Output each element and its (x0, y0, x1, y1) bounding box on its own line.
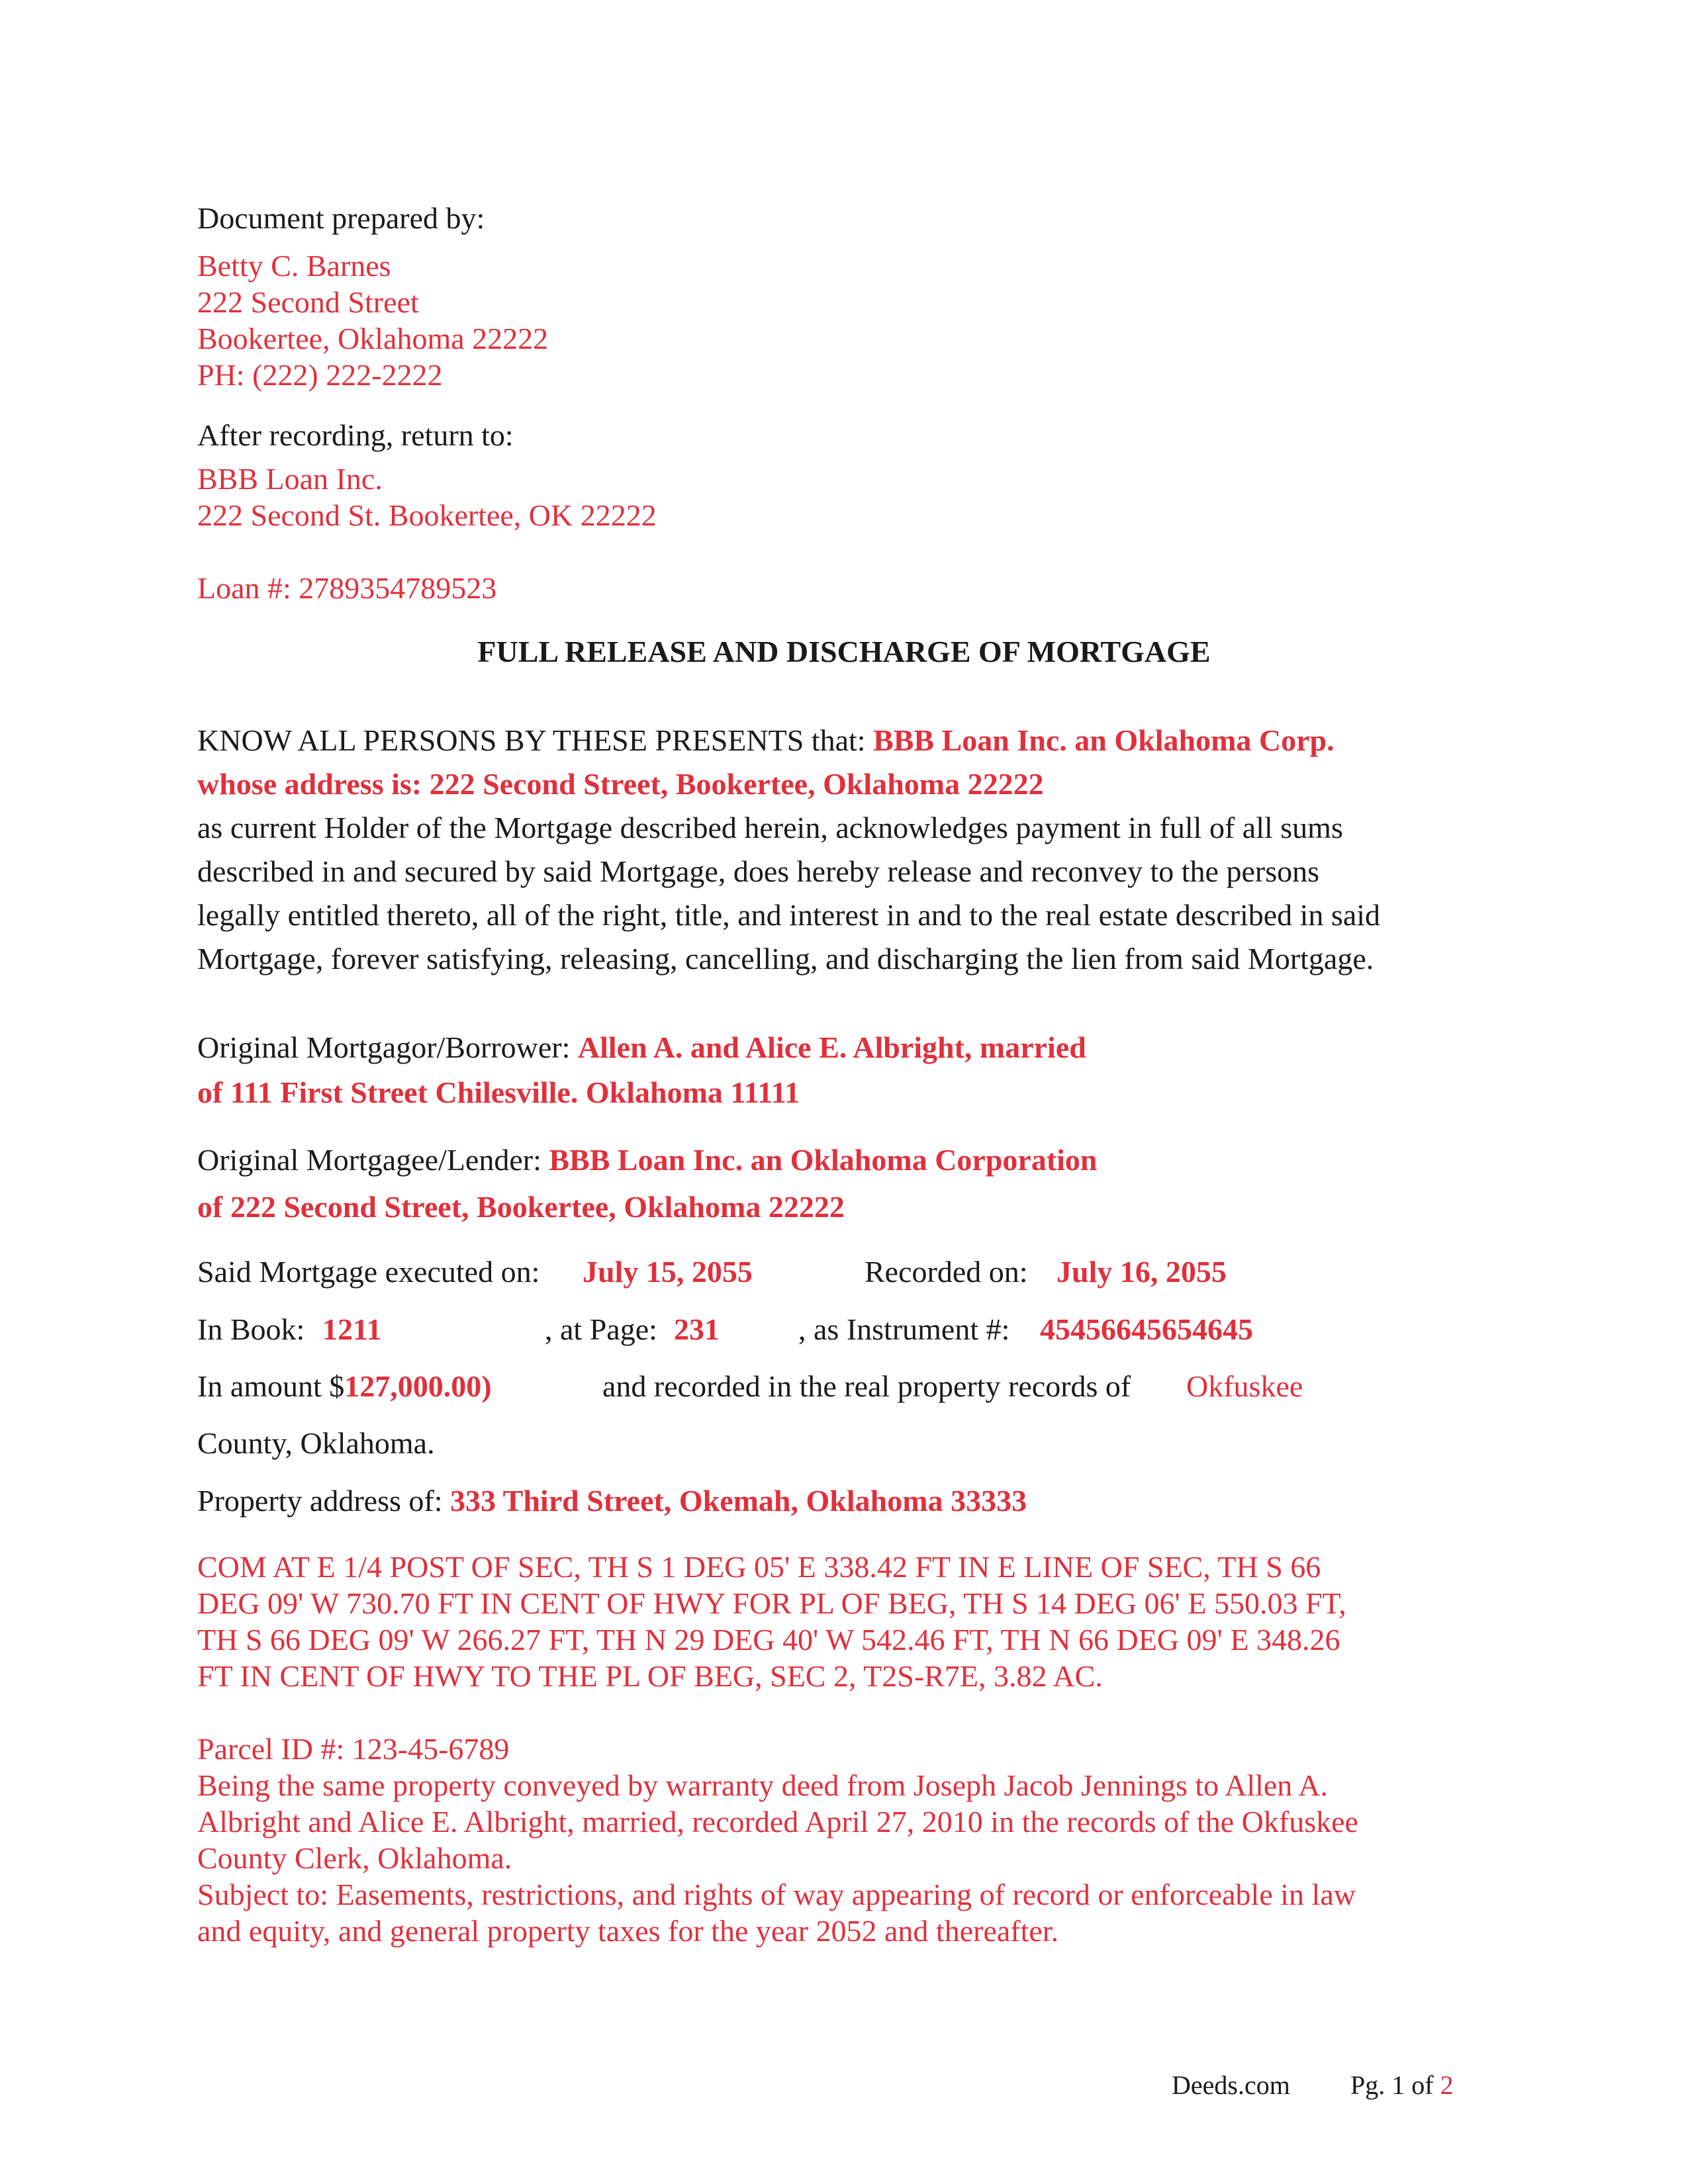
records-label: and recorded in the real property records of (602, 1369, 1131, 1403)
footer-site: Deeds.com (1172, 2070, 1290, 2100)
return-to-name: BBB Loan Inc. (197, 462, 383, 496)
subject-to-line: Subject to: Easements, restrictions, and rights of way appearing of record or enforceable in law (197, 1878, 1356, 1911)
vesting-line: Being the same property conveyed by warranty deed from Joseph Jacob Jennings to Allen A. (197, 1768, 1328, 1802)
property-address: 333 Third Street, Okemah, Oklahoma 33333 (449, 1484, 1027, 1518)
subject-to-line: and equity, and general property taxes for the year 2052 and thereafter. (197, 1914, 1059, 1948)
lender-line-1 (197, 1142, 1098, 1179)
instrument-label: , as Instrument #: (798, 1312, 1010, 1346)
borrower-line-1 (197, 1029, 1086, 1066)
recorded-value: July 16, 2055 (1056, 1255, 1227, 1289)
page-label: , at Page: (545, 1312, 657, 1346)
property-line (197, 1482, 1027, 1520)
county-suffix: County, Oklahoma. (197, 1426, 435, 1460)
property-label: Property address of: (197, 1484, 443, 1518)
intro-body-line: legally entitled thereto, all of the right, title, and interest in and to the real estate described in said (197, 898, 1381, 932)
holder-address: whose address is: 222 Second Street, Bookertee, Oklahoma 22222 (197, 767, 1044, 801)
book-value: 1211 (322, 1312, 382, 1346)
intro-body-line: described in and secured by said Mortgage, does hereby release and reconvey to the persons (197, 854, 1319, 888)
legal-description-line: COM AT E 1/4 POST OF SEC, TH S 1 DEG 05' E 338.42 FT IN E LINE OF SEC, TH S 66 (197, 1550, 1321, 1584)
legal-description-line: FT IN CENT OF HWY TO THE PL OF BEG, SEC 2, T2S-R7E, 3.82 AC. (197, 1659, 1103, 1693)
loan-number: Loan #: 2789354789523 (197, 571, 497, 605)
book-label: In Book: (197, 1312, 305, 1346)
executed-value: July 15, 2055 (583, 1255, 753, 1289)
borrower-address: of 111 First Street Chilesville. Oklahoma 11111 (197, 1075, 800, 1109)
intro-body-line: as current Holder of the Mortgage described herein, acknowledges payment in full of all sums (197, 811, 1343, 844)
intro-lead: KNOW ALL PERSONS BY THESE PRESENTS that: (197, 723, 866, 757)
preparer-phone: PH: (222) 222-2222 (197, 358, 443, 392)
amount-line (197, 1368, 492, 1405)
document-title: FULL RELEASE AND DISCHARGE OF MORTGAGE (477, 635, 1211, 668)
county-value: Okfuskee (1186, 1369, 1303, 1403)
footer-page-number (1350, 2069, 1454, 2102)
borrower-label: Original Mortgagor/Borrower: (197, 1030, 571, 1064)
amount-label: In amount $ (197, 1369, 345, 1403)
preparer-street: 222 Second Street (197, 285, 419, 319)
return-to-heading: After recording, return to: (197, 418, 514, 452)
footer-page-total: 2 (1440, 2070, 1454, 2100)
legal-description-line: TH S 66 DEG 09' W 266.27 FT, TH N 29 DEG 40' W 542.46 FT, TH N 66 DEG 09' E 348.26 (197, 1623, 1340, 1657)
legal-description-line: DEG 09' W 730.70 FT IN CENT OF HWY FOR PL OF BEG, TH S 14 DEG 06' E 550.03 FT, (197, 1586, 1346, 1620)
instrument-value: 45456645654645 (1040, 1312, 1253, 1346)
parcel-id: Parcel ID #: 123-45-6789 (197, 1732, 510, 1766)
footer-page-prefix: Pg. 1 of (1350, 2070, 1434, 2100)
preparer-name: Betty C. Barnes (197, 249, 391, 283)
return-to-address: 222 Second St. Bookertee, OK 22222 (197, 498, 657, 532)
preparer-city-state: Bookertee, Oklahoma 22222 (197, 322, 549, 355)
recorded-label: Recorded on: (865, 1255, 1028, 1289)
vesting-line: Albright and Alice E. Albright, married, recorded April 27, 2010 in the records of the Okfuskee (197, 1805, 1358, 1839)
intro-line-1 (197, 722, 1335, 759)
borrower-value: Allen A. and Alice E. Albright, married (577, 1030, 1086, 1064)
executed-label: Said Mortgage executed on: (197, 1255, 540, 1289)
vesting-line: County Clerk, Oklahoma. (197, 1841, 512, 1875)
preparer-heading: Document prepared by: (197, 201, 485, 235)
intro-body-line: Mortgage, forever satisfying, releasing, cancelling, and discharging the lien from said Mortgage. (197, 942, 1374, 976)
lender-value: BBB Loan Inc. an Oklahoma Corporation (549, 1143, 1098, 1177)
amount-value: 127,000.00) (344, 1369, 492, 1403)
lender-label: Original Mortgagee/Lender: (197, 1143, 541, 1177)
lender-address: of 222 Second Street, Bookertee, Oklahoma 22222 (197, 1190, 845, 1224)
holder-name: BBB Loan Inc. an Oklahoma Corp. (873, 723, 1335, 757)
page-value: 231 (674, 1312, 720, 1346)
